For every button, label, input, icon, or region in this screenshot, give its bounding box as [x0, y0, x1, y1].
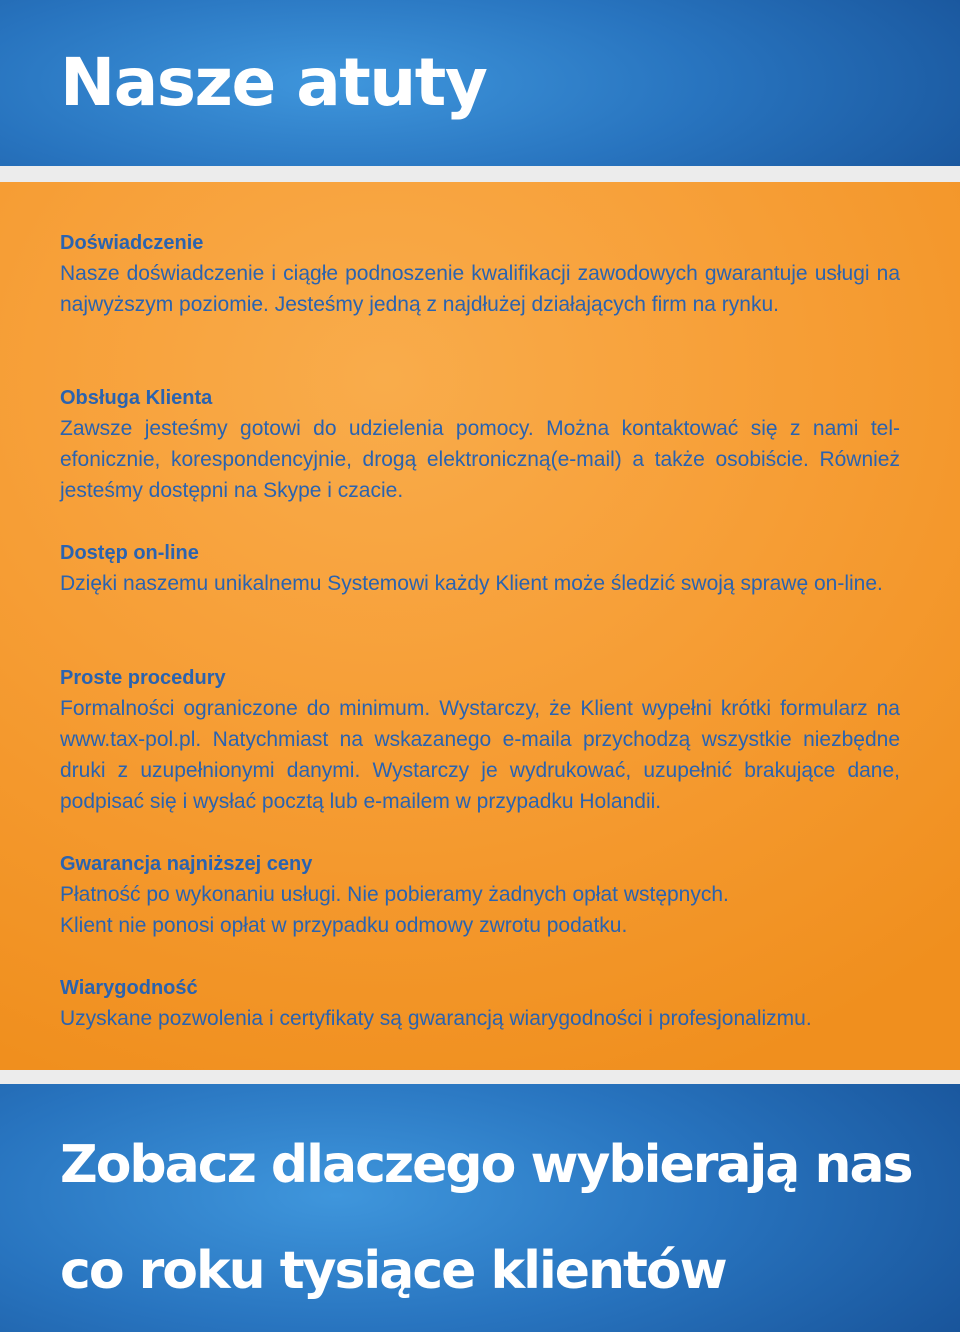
section-simple-procedures	[60, 663, 900, 849]
page-title: Nasze atuty	[60, 44, 487, 121]
section-lowest-price	[60, 849, 900, 973]
section-body: Nasze doświadczenie i ciągłe podnoszenie kwalifikacji zawodowych gwarantuje usługi na najwyższym poziomie. Jesteśmy jedną z najdłużej działających firm na rynku.	[60, 262, 900, 316]
divider-bottom	[0, 1070, 960, 1084]
slogan	[60, 1112, 940, 1324]
section-body: Dzięki naszemu unikalnemu Systemowi każdy Klient może śledzić swoją sprawę on-line.	[60, 572, 883, 595]
section-body: Uzyskane pozwolenia i certyfikaty są gwarancją wiarygodności i profesjonalizmu.	[60, 1007, 812, 1030]
advantages-list	[60, 228, 900, 1035]
section-body: Zawsze jesteśmy gotowi do udzielenia pomocy. Można kontaktować się z nami tel-efonicznie, korespondencyjnie, drogą elektroniczną(e-mail) a także osobiście. Również jesteśmy dostępni na Skype i czacie.	[60, 417, 900, 502]
section-credibility	[60, 973, 900, 1035]
section-heading: Wiarygodność	[60, 977, 198, 999]
section-body: Formalności ograniczone do minimum. Wystarczy, że Klient wypełni krótki formularz na www.tax-pol.pl. Natychmiast na wskazanego e-maila przychodzą wszystkie niezbędne druki z uzupełnionymi danymi. Wystarczy je wydrukować, uzupełnić brakujące dane, podpisać się i wysłać pocztą lub e-mailem w przypadku Holandii.	[60, 697, 900, 813]
section-heading: Doświadczenie	[60, 232, 204, 254]
section-body-line: Płatność po wykonaniu usługi. Nie pobieramy żadnych opłat wstępnych.	[60, 883, 729, 906]
slogan-line-1: Zobacz dlaczego wybierają nas	[60, 1135, 912, 1195]
divider-top	[0, 166, 960, 182]
section-online-access	[60, 538, 900, 663]
section-experience	[60, 228, 900, 383]
section-heading: Obsługa Klienta	[60, 387, 213, 409]
slogan-line-2: co roku tysiące klientów	[60, 1241, 726, 1301]
section-body-line: Klient nie ponosi opłat w przypadku odmowy zwrotu podatku.	[60, 914, 628, 937]
section-heading: Gwarancja najniższej ceny	[60, 853, 313, 875]
section-heading: Dostęp on-line	[60, 542, 199, 564]
section-heading: Proste procedury	[60, 667, 226, 689]
section-customer-service	[60, 383, 900, 538]
